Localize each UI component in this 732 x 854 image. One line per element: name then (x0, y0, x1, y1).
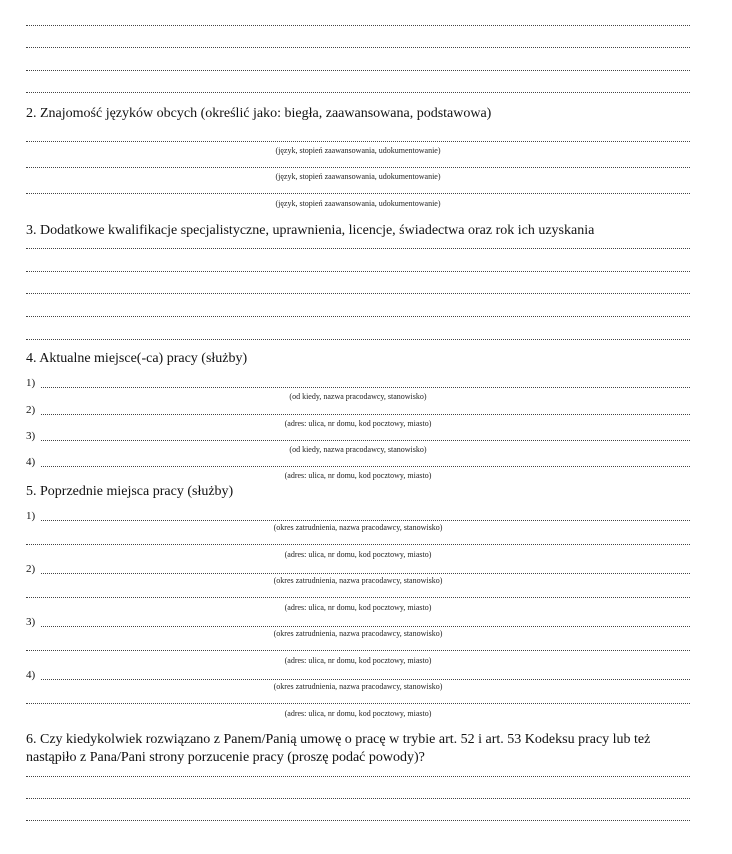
item-number: 3) (26, 430, 36, 442)
item-number: 1) (26, 377, 36, 389)
qualification-line[interactable] (26, 316, 690, 317)
previous-job-line-3[interactable] (26, 616, 690, 630)
dotted-fill (41, 387, 690, 388)
current-job-caption: (od kiedy, nazwa pracodawcy, stanowisko) (289, 445, 427, 454)
previous-address-line[interactable] (26, 650, 690, 651)
previous-job-line-4[interactable] (26, 669, 690, 683)
previous-address-line[interactable] (26, 703, 690, 704)
previous-job-line-2[interactable] (26, 563, 690, 577)
section-4-heading: 4. Aktualne miejsce(-ca) pracy (służby) (26, 351, 248, 366)
address-caption: (adres: ulica, nr domu, kod pocztowy, miasto) (284, 419, 432, 428)
previous-address-line[interactable] (26, 544, 690, 545)
qualification-line[interactable] (26, 248, 690, 249)
current-job-line-4[interactable] (26, 456, 690, 470)
language-caption: (język, stopień zaawansowania, udokumentowanie) (275, 172, 441, 181)
dotted-fill (41, 520, 690, 521)
item-number: 3) (26, 616, 36, 628)
answer-line[interactable] (26, 776, 690, 777)
answer-line[interactable] (26, 47, 690, 48)
previous-address-line[interactable] (26, 597, 690, 598)
item-number: 4) (26, 669, 36, 681)
qualification-line[interactable] (26, 339, 690, 340)
current-job-line-2[interactable] (26, 404, 690, 418)
language-line[interactable] (26, 141, 690, 142)
answer-line[interactable] (26, 25, 690, 26)
language-caption: (język, stopień zaawansowania, udokumentowanie) (275, 199, 441, 208)
dotted-fill (41, 626, 690, 627)
language-line[interactable] (26, 167, 690, 168)
dotted-fill (41, 440, 690, 441)
previous-job-caption: (okres zatrudnienia, nazwa pracodawcy, stanowisko) (273, 682, 443, 691)
dotted-fill (41, 414, 690, 415)
previous-job-caption: (okres zatrudnienia, nazwa pracodawcy, stanowisko) (273, 576, 443, 585)
section-5-heading: 5. Poprzednie miejsca pracy (służby) (26, 484, 234, 499)
qualification-line[interactable] (26, 293, 690, 294)
qualification-line[interactable] (26, 271, 690, 272)
item-number: 4) (26, 456, 36, 468)
address-caption: (adres: ulica, nr domu, kod pocztowy, miasto) (284, 656, 432, 665)
current-job-caption: (od kiedy, nazwa pracodawcy, stanowisko) (289, 392, 427, 401)
dotted-fill (41, 573, 690, 574)
address-caption: (adres: ulica, nr domu, kod pocztowy, miasto) (284, 603, 432, 612)
section-6-heading: 6. Czy kiedykolwiek rozwiązano z Panem/Panią umowę o pracę w trybie art. 52 i art. 53 Kodeksu pracy lub też nastąpiło z Pana/Pani strony porzucenie pracy (proszę podać powody)? (26, 732, 651, 765)
answer-line[interactable] (26, 70, 690, 71)
current-job-line-1[interactable] (26, 377, 690, 391)
language-caption: (język, stopień zaawansowania, udokumentowanie) (275, 146, 441, 155)
answer-line[interactable] (26, 92, 690, 93)
current-job-line-3[interactable] (26, 430, 690, 444)
language-line[interactable] (26, 193, 690, 194)
dotted-fill (41, 679, 690, 680)
dotted-fill (41, 466, 690, 467)
item-number: 2) (26, 563, 36, 575)
address-caption: (adres: ulica, nr domu, kod pocztowy, miasto) (284, 550, 432, 559)
address-caption: (adres: ulica, nr domu, kod pocztowy, miasto) (284, 471, 432, 480)
previous-job-caption: (okres zatrudnienia, nazwa pracodawcy, stanowisko) (273, 629, 443, 638)
address-caption: (adres: ulica, nr domu, kod pocztowy, miasto) (284, 709, 432, 718)
previous-job-line-1[interactable] (26, 510, 690, 524)
item-number: 1) (26, 510, 36, 522)
item-number: 2) (26, 404, 36, 416)
previous-job-caption: (okres zatrudnienia, nazwa pracodawcy, stanowisko) (273, 523, 443, 532)
answer-line[interactable] (26, 820, 690, 821)
answer-line[interactable] (26, 798, 690, 799)
section-2-heading: 2. Znajomość języków obcych (określić jako: biegła, zaawansowana, podstawowa) (26, 106, 492, 121)
section-3-heading: 3. Dodatkowe kwalifikacje specjalistyczne, uprawnienia, licencje, świadectwa oraz rok ich uzyskania (26, 223, 595, 238)
